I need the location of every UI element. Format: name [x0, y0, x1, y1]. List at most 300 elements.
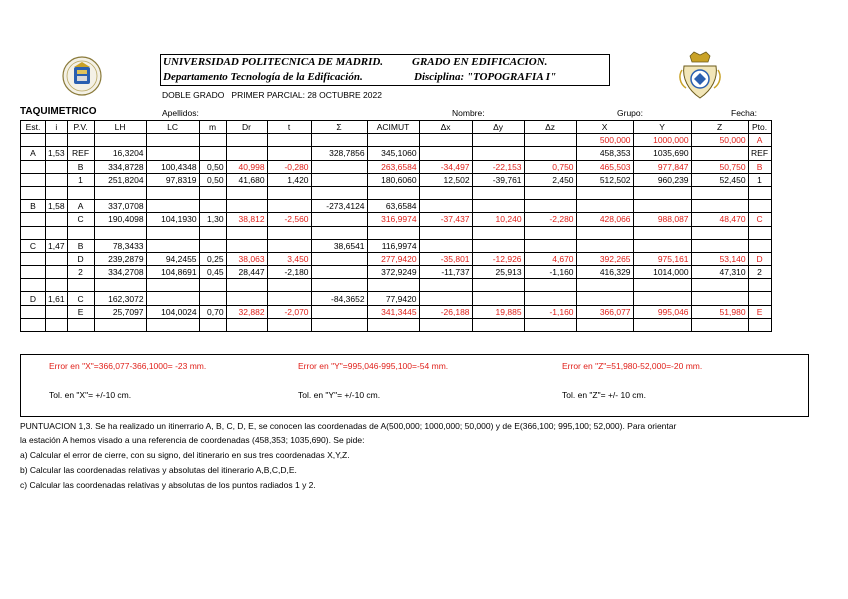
table-cell: 328,7856	[311, 147, 367, 160]
table-cell: 32,882	[226, 305, 267, 318]
table-cell	[21, 186, 46, 199]
table-cell	[226, 186, 267, 199]
table-cell	[633, 318, 691, 331]
table-cell: -12,926	[472, 252, 524, 265]
table-cell: 38,6541	[311, 239, 367, 252]
table-cell: 97,8319	[146, 173, 199, 186]
table-cell	[472, 239, 524, 252]
table-cell	[633, 186, 691, 199]
table-cell	[199, 186, 226, 199]
table-cell	[748, 239, 771, 252]
table-cell	[21, 252, 46, 265]
table-cell: 2,450	[524, 173, 576, 186]
table-cell	[46, 134, 68, 147]
table-cell	[633, 226, 691, 239]
table-cell: -1,160	[524, 266, 576, 279]
apellidos-label: Apellidos:	[162, 108, 199, 118]
table-cell	[576, 279, 633, 292]
table-cell	[691, 292, 748, 305]
table-cell: 458,353	[576, 147, 633, 160]
column-header: P.V.	[67, 121, 94, 134]
table-cell: 960,239	[633, 173, 691, 186]
table-cell	[472, 226, 524, 239]
table-cell: 104,0024	[146, 305, 199, 318]
table-cell	[226, 134, 267, 147]
table-cell: 2	[67, 266, 94, 279]
table-cell: 116,9974	[367, 239, 419, 252]
fecha-label: Fecha:	[731, 108, 757, 118]
table-cell	[226, 318, 267, 331]
table-row	[21, 226, 772, 239]
table-cell: C	[67, 292, 94, 305]
table-row	[21, 134, 772, 147]
table-cell	[311, 186, 367, 199]
table-cell: 1,58	[46, 200, 68, 213]
table-cell: 428,066	[576, 213, 633, 226]
table-cell	[21, 305, 46, 318]
table-cell	[46, 279, 68, 292]
table-cell: -1,160	[524, 305, 576, 318]
table-row	[21, 160, 772, 173]
table-cell: 40,998	[226, 160, 267, 173]
table-cell	[21, 266, 46, 279]
table-cell: B	[21, 200, 46, 213]
table-cell	[46, 266, 68, 279]
table-cell: REF	[748, 147, 771, 160]
table-cell	[21, 213, 46, 226]
column-header: Dr	[226, 121, 267, 134]
table-cell	[67, 226, 94, 239]
taquimetrico-table	[20, 120, 772, 332]
table-cell: 51,980	[691, 305, 748, 318]
table-cell	[311, 226, 367, 239]
table-cell	[691, 200, 748, 213]
table-cell	[67, 318, 94, 331]
table-cell: 10,240	[472, 213, 524, 226]
table-cell	[46, 160, 68, 173]
table-cell: -39,761	[472, 173, 524, 186]
table-row	[21, 252, 772, 265]
column-header: i	[46, 121, 68, 134]
table-cell	[146, 147, 199, 160]
table-cell	[419, 279, 472, 292]
column-header: Δy	[472, 121, 524, 134]
table-cell: 977,847	[633, 160, 691, 173]
table-cell	[576, 226, 633, 239]
table-cell: 1	[67, 173, 94, 186]
edificacion-crest-logo	[678, 50, 722, 102]
nombre-label: Nombre:	[452, 108, 485, 118]
table-cell	[46, 213, 68, 226]
table-cell	[748, 226, 771, 239]
table-cell: -84,3652	[311, 292, 367, 305]
table-cell: 1035,690	[633, 147, 691, 160]
table-cell	[419, 134, 472, 147]
degree-name: GRADO EN EDIFICACION.	[412, 56, 548, 68]
table-cell	[146, 279, 199, 292]
sheet-title: TAQUIMETRICO	[20, 106, 97, 117]
table-cell: B	[748, 160, 771, 173]
table-cell	[146, 226, 199, 239]
table-cell: D	[748, 252, 771, 265]
table-cell: 988,087	[633, 213, 691, 226]
table-cell	[748, 279, 771, 292]
table-cell	[633, 279, 691, 292]
table-cell	[311, 160, 367, 173]
table-cell	[691, 318, 748, 331]
table-cell: A	[67, 200, 94, 213]
table-row	[21, 305, 772, 318]
statement-item-b: b) Calcular las coordenadas relativas y absolutas del itinerario A,B,C,D,E.	[20, 465, 297, 475]
table-cell	[226, 292, 267, 305]
table-cell: 50,000	[691, 134, 748, 147]
university-name: UNIVERSIDAD POLITECNICA DE MADRID.	[163, 56, 384, 68]
table-cell	[311, 305, 367, 318]
table-cell	[472, 292, 524, 305]
table-cell	[472, 279, 524, 292]
table-cell	[21, 279, 46, 292]
column-header: LC	[146, 121, 199, 134]
table-cell: 1,47	[46, 239, 68, 252]
error-y: Error en "Y"=995,046-995,100=-54 mm.	[298, 361, 449, 371]
table-cell: 1014,000	[633, 266, 691, 279]
table-cell	[748, 200, 771, 213]
table-cell	[524, 147, 576, 160]
table-cell: 416,329	[576, 266, 633, 279]
table-cell	[311, 134, 367, 147]
table-cell: 0,50	[199, 173, 226, 186]
tolerance-z: Tol. en "Z"= +/- 10 cm.	[562, 390, 646, 400]
table-cell: 500,000	[576, 134, 633, 147]
table-cell: 162,3072	[94, 292, 146, 305]
table-cell: E	[748, 305, 771, 318]
table-cell	[311, 173, 367, 186]
table-cell	[146, 239, 199, 252]
table-cell	[691, 186, 748, 199]
table-cell	[311, 266, 367, 279]
table-cell	[46, 318, 68, 331]
table-cell	[146, 186, 199, 199]
table-cell: -11,737	[419, 266, 472, 279]
column-header: Pto.	[748, 121, 771, 134]
table-cell	[472, 134, 524, 147]
table-cell	[199, 279, 226, 292]
table-cell	[311, 318, 367, 331]
table-cell: 0,750	[524, 160, 576, 173]
table-cell: 77,9420	[367, 292, 419, 305]
column-header: Z	[691, 121, 748, 134]
table-cell	[267, 226, 311, 239]
table-cell: 334,2708	[94, 266, 146, 279]
table-cell: 251,8204	[94, 173, 146, 186]
table-cell	[691, 226, 748, 239]
table-cell: 38,063	[226, 252, 267, 265]
table-cell	[524, 226, 576, 239]
table-cell: 19,885	[472, 305, 524, 318]
table-cell	[226, 226, 267, 239]
table-cell	[419, 318, 472, 331]
column-header: Σ	[311, 121, 367, 134]
discipline-name: Disciplina: "TOPOGRAFIA I"	[414, 71, 557, 83]
table-cell: -2,070	[267, 305, 311, 318]
column-header: Est.	[21, 121, 46, 134]
table-cell	[311, 279, 367, 292]
table-cell	[633, 292, 691, 305]
table-cell	[267, 134, 311, 147]
table-cell	[524, 134, 576, 147]
table-cell: REF	[67, 147, 94, 160]
table-cell	[267, 318, 311, 331]
table-cell: -273,4124	[311, 200, 367, 213]
table-cell: 48,470	[691, 213, 748, 226]
column-header: ACIMUT	[367, 121, 419, 134]
table-cell: -35,801	[419, 252, 472, 265]
table-cell: B	[67, 160, 94, 173]
table-cell	[267, 292, 311, 305]
table-cell	[94, 134, 146, 147]
table-row	[21, 173, 772, 186]
table-cell	[267, 279, 311, 292]
table-cell	[67, 134, 94, 147]
table-cell	[367, 318, 419, 331]
table-row	[21, 147, 772, 160]
table-cell: C	[748, 213, 771, 226]
table-cell	[21, 173, 46, 186]
table-cell	[691, 279, 748, 292]
statement-line-2: la estación A hemos visado a una referencia de coordenadas (458,353; 1035,690). Se pide:	[20, 435, 365, 445]
table-cell: 78,3433	[94, 239, 146, 252]
table-cell	[199, 292, 226, 305]
table-cell: 1,53	[46, 147, 68, 160]
table-cell	[633, 200, 691, 213]
table-cell	[472, 318, 524, 331]
table-header-row	[21, 121, 772, 134]
table-cell	[524, 186, 576, 199]
table-cell	[367, 226, 419, 239]
table-cell	[21, 226, 46, 239]
table-cell: A	[21, 147, 46, 160]
table-cell: 337,0708	[94, 200, 146, 213]
table-row	[21, 279, 772, 292]
table-cell	[748, 186, 771, 199]
table-cell	[576, 186, 633, 199]
table-cell: A	[748, 134, 771, 147]
table-cell	[524, 292, 576, 305]
table-cell: E	[67, 305, 94, 318]
table-cell	[419, 292, 472, 305]
table-cell	[226, 147, 267, 160]
table-row	[21, 266, 772, 279]
department-name: Departamento Tecnología de la Edificación.	[163, 71, 363, 83]
table-cell: 47,310	[691, 266, 748, 279]
table-cell: 3,450	[267, 252, 311, 265]
table-cell: 341,3445	[367, 305, 419, 318]
table-cell	[367, 279, 419, 292]
table-cell	[267, 186, 311, 199]
table-cell	[524, 200, 576, 213]
exam-line: DOBLE GRADO PRIMER PARCIAL: 28 OCTUBRE 2022	[162, 90, 382, 100]
error-z: Error en "Z"=51,980-52,000=-20 mm.	[562, 361, 703, 371]
table-cell: 1	[748, 173, 771, 186]
table-cell: 1,420	[267, 173, 311, 186]
table-cell: D	[21, 292, 46, 305]
table-cell	[267, 147, 311, 160]
column-header: LH	[94, 121, 146, 134]
table-cell	[576, 292, 633, 305]
table-cell	[472, 147, 524, 160]
table-cell	[146, 200, 199, 213]
column-header: m	[199, 121, 226, 134]
table-cell: 0,45	[199, 266, 226, 279]
table-cell	[94, 279, 146, 292]
column-header: Δx	[419, 121, 472, 134]
table-cell	[67, 186, 94, 199]
table-cell	[94, 318, 146, 331]
table-row	[21, 213, 772, 226]
table-cell: -26,188	[419, 305, 472, 318]
table-cell	[576, 318, 633, 331]
table-cell	[311, 213, 367, 226]
table-cell	[748, 292, 771, 305]
statement-item-c: c) Calcular las coordenadas relativas y absolutas de los puntos radiados 1 y 2.	[20, 480, 316, 490]
table-cell	[524, 318, 576, 331]
table-cell: 1,61	[46, 292, 68, 305]
table-cell: 94,2455	[146, 252, 199, 265]
table-cell	[311, 252, 367, 265]
table-cell: 104,1930	[146, 213, 199, 226]
error-x: Error en "X"=366,077-366,1000= -23 mm.	[49, 361, 207, 371]
table-cell	[199, 239, 226, 252]
table-cell: 25,7097	[94, 305, 146, 318]
table-cell	[199, 147, 226, 160]
table-cell	[46, 173, 68, 186]
table-cell	[419, 200, 472, 213]
table-cell: -34,497	[419, 160, 472, 173]
table-cell	[419, 147, 472, 160]
table-cell: 12,502	[419, 173, 472, 186]
table-cell	[748, 318, 771, 331]
table-cell	[226, 239, 267, 252]
table-cell	[67, 279, 94, 292]
table-cell: 2	[748, 266, 771, 279]
table-cell	[146, 134, 199, 147]
table-cell	[46, 186, 68, 199]
table-cell: 277,9420	[367, 252, 419, 265]
table-cell: 50,750	[691, 160, 748, 173]
table-cell: 100,4348	[146, 160, 199, 173]
table-cell: 180,6060	[367, 173, 419, 186]
table-cell: 995,046	[633, 305, 691, 318]
tolerance-y: Tol. en "Y"= +/-10 cm.	[298, 390, 381, 400]
table-cell	[21, 318, 46, 331]
table-cell: 512,502	[576, 173, 633, 186]
table-row	[21, 239, 772, 252]
table-row	[21, 186, 772, 199]
table-cell	[146, 292, 199, 305]
table-cell	[691, 239, 748, 252]
table-cell: 334,8728	[94, 160, 146, 173]
grupo-label: Grupo:	[617, 108, 643, 118]
table-cell: 975,161	[633, 252, 691, 265]
table-cell	[199, 200, 226, 213]
table-cell: 0,25	[199, 252, 226, 265]
table-cell: 345,1060	[367, 147, 419, 160]
table-cell: 63,6584	[367, 200, 419, 213]
table-cell: -2,180	[267, 266, 311, 279]
table-cell	[94, 186, 146, 199]
error-box	[20, 354, 809, 417]
statement-item-a: a) Calcular el error de cierre, con su signo, del itinerario en sus tres coordenadas X,Y,Z.	[20, 450, 350, 460]
table-cell	[267, 239, 311, 252]
table-cell	[226, 279, 267, 292]
table-cell: -0,280	[267, 160, 311, 173]
table-row	[21, 292, 772, 305]
table-cell	[226, 200, 267, 213]
table-cell: 41,680	[226, 173, 267, 186]
table-cell: 1000,000	[633, 134, 691, 147]
statement-line-1: PUNTUACION 1,3. Se ha realizado un itinerrario A, B, C, D, E, se conocen las coordenadas de A(500,000; 1000,000; 50,000) y de E(366,100; 995,100; 52,000). Para orientar	[20, 421, 677, 431]
table-cell: 392,265	[576, 252, 633, 265]
table-cell	[94, 226, 146, 239]
table-cell	[633, 239, 691, 252]
table-cell: 263,6584	[367, 160, 419, 173]
table-cell: D	[67, 252, 94, 265]
table-cell: 0,70	[199, 305, 226, 318]
table-cell: -37,437	[419, 213, 472, 226]
table-cell	[367, 186, 419, 199]
table-cell	[146, 318, 199, 331]
column-header: Δz	[524, 121, 576, 134]
table-cell: 1,30	[199, 213, 226, 226]
table-cell: 239,2879	[94, 252, 146, 265]
table-cell	[419, 239, 472, 252]
table-row	[21, 318, 772, 331]
table-cell	[267, 200, 311, 213]
table-cell: -22,153	[472, 160, 524, 173]
table-cell	[367, 134, 419, 147]
header-box	[160, 54, 610, 86]
table-cell: C	[67, 213, 94, 226]
table-cell: 53,140	[691, 252, 748, 265]
table-cell: 366,077	[576, 305, 633, 318]
table-cell	[472, 200, 524, 213]
table-cell: 0,50	[199, 160, 226, 173]
upm-crest-logo	[60, 55, 104, 97]
table-cell: 190,4098	[94, 213, 146, 226]
table-cell: 25,913	[472, 266, 524, 279]
table-cell: -2,560	[267, 213, 311, 226]
table-cell	[524, 279, 576, 292]
table-cell	[46, 226, 68, 239]
table-cell	[21, 160, 46, 173]
table-cell	[199, 318, 226, 331]
table-cell: 465,503	[576, 160, 633, 173]
table-cell: C	[21, 239, 46, 252]
table-cell	[691, 147, 748, 160]
table-cell: 372,9249	[367, 266, 419, 279]
column-header: Y	[633, 121, 691, 134]
table-row	[21, 200, 772, 213]
table-cell	[576, 200, 633, 213]
column-header: X	[576, 121, 633, 134]
table-cell: 104,8691	[146, 266, 199, 279]
table-cell	[419, 226, 472, 239]
table-cell	[576, 239, 633, 252]
table-cell	[419, 186, 472, 199]
table-cell: -2,280	[524, 213, 576, 226]
table-cell: 28,447	[226, 266, 267, 279]
table-cell: B	[67, 239, 94, 252]
